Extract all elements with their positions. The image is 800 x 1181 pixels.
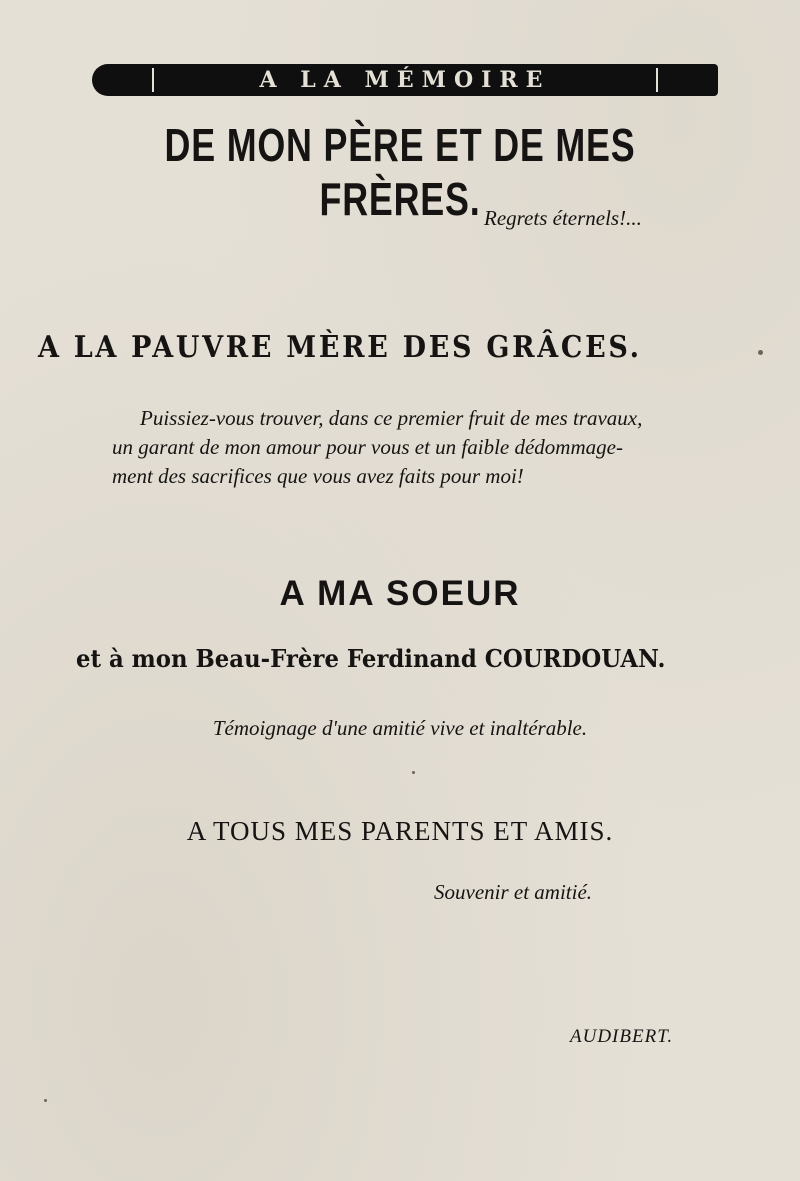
friendship-text: Témoignage d'une amitié vive et inaltérable. <box>212 716 588 740</box>
regrets-text: Regrets éternels!... <box>484 206 642 230</box>
paragraph-line: ment des sacrifices que vous avez faits pour moi! <box>112 464 524 488</box>
foxing-spot <box>412 771 415 774</box>
foxing-spot <box>44 1099 47 1102</box>
banner-text: A LA MÉMOIRE <box>259 67 551 93</box>
sister-heading: A MA SOEUR <box>279 574 521 613</box>
paragraph-line: Puissiez-vous trouver, dans ce premier fruit de mes travaux, <box>140 406 643 430</box>
souvenir-text: Souvenir et amitié. <box>434 880 593 904</box>
paragraph-line: un garant de mon amour pour vous et un faible dédommage- <box>112 435 623 459</box>
parents-friends-heading: A TOUS MES PARENTS ET AMIS. <box>186 816 614 846</box>
heading-line: DE MON PÈRE ET DE MES FRÈRES. <box>164 119 636 225</box>
foxing-spot <box>758 350 763 355</box>
ornamental-banner <box>92 64 718 96</box>
mother-dedication-heading: A LA PAUVRE MÈRE DES GRÂCES. <box>38 330 642 365</box>
dedication-paragraph <box>112 404 740 491</box>
brother-in-law-line: et à mon Beau-Frère Ferdinand COURDOUAN. <box>76 644 666 673</box>
author-signature: AUDIBERT. <box>570 1026 674 1047</box>
